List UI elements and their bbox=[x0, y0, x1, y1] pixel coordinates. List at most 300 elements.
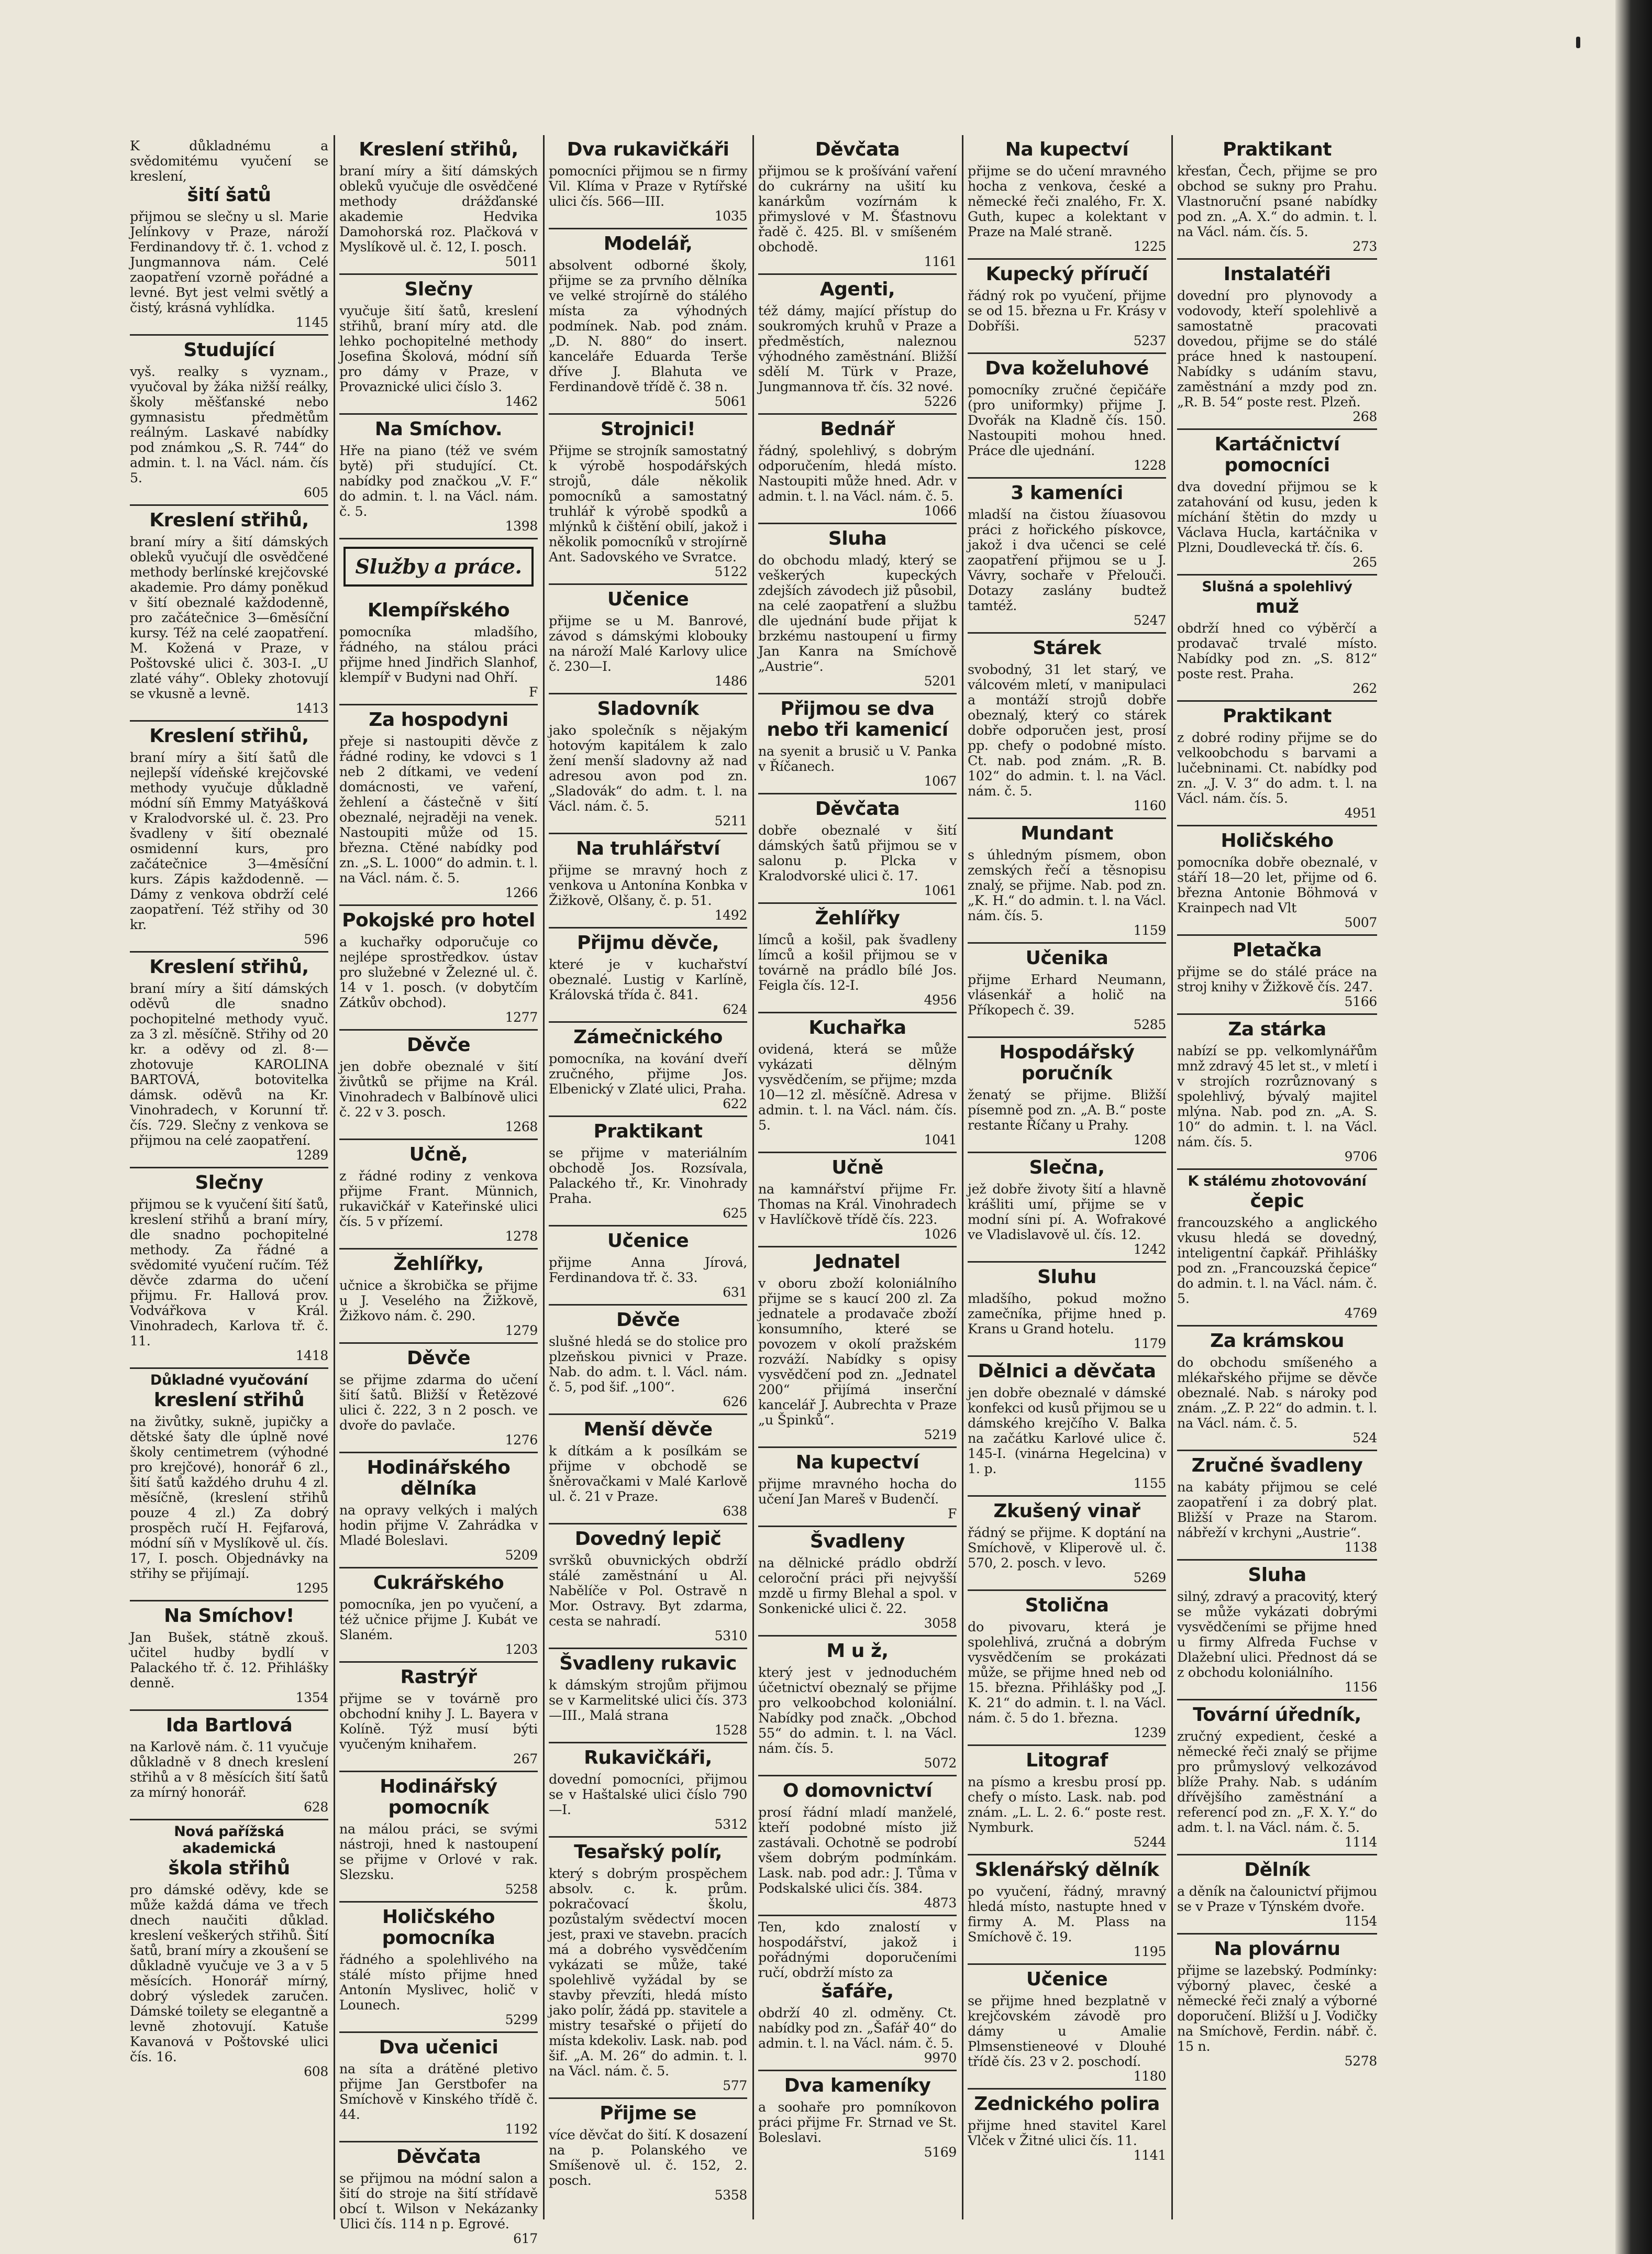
ad-heading: Děvčata bbox=[815, 139, 900, 160]
ad-heading: Pletačka bbox=[1232, 940, 1322, 961]
classified-ad bbox=[549, 1023, 747, 1117]
ad-number: 1026 bbox=[924, 1227, 957, 1242]
classified-ad bbox=[758, 1448, 957, 1527]
classified-ad bbox=[339, 2033, 538, 2142]
ad-text: a soohaře pro pomníkovon práci přijme Fr. Strnad ve St. Boleslavi. bbox=[758, 2099, 957, 2145]
ad-heading: Na truhlářství bbox=[575, 838, 720, 859]
ad-text: dovední pomocníci, přijmou se v Haštalské ulici číslo 790—I. bbox=[549, 1771, 747, 1817]
classified-ad bbox=[968, 1746, 1166, 1855]
ad-heading: Děvčata bbox=[815, 798, 900, 820]
ad-text: braní míry a šití šatů dle nejlepší vídeňské krejčovské methody vyučuje důkladně módní síň Emmy Matyášková v Kralodvorské ul. č. 23. Pro švadleny v šití obeznalé osmidenní kurs, pro začátečnice 3—4měsíční kurs. Zápis každodenně. — Dámy z venkova obdrží celé zaopatření. Též střihy od 30 kr. bbox=[130, 749, 328, 932]
ad-heading: muž bbox=[1255, 596, 1299, 617]
ad-text: na Karlově nám. č. 11 vyučuje důkladně v 8 dnech kreslení střihů a v 8 měsících šití šatů za mírný honorář. bbox=[130, 1739, 328, 1800]
ad-number: 1061 bbox=[924, 883, 957, 898]
classified-ad bbox=[1177, 702, 1377, 826]
ad-text: na kamnářství přijme Fr. Thomas na Král. Vinohradech v Havlíčkově třídě čís. 223. bbox=[758, 1181, 957, 1227]
ad-heading: Švadleny bbox=[810, 1531, 905, 1552]
ad-number: 625 bbox=[723, 1206, 747, 1221]
ad-number: F bbox=[528, 684, 538, 700]
ad-heading: Na Smíchov! bbox=[164, 1605, 294, 1627]
classified-ad bbox=[758, 694, 957, 794]
ad-heading: Strojnici! bbox=[600, 418, 696, 440]
ad-number: 5299 bbox=[505, 2012, 538, 2027]
ad-text: svobodný, 31 let starý, ve válcovém mletí, v manipulaci a montáží strojů dobře obeznalý, který co stárek dobře odporučen jest, prosí pp. chefy o podobné místo. Ct. nab. pod znám. „R. B. 102“ do admin. t. l. na Václ. nám. č. 5. bbox=[968, 661, 1166, 799]
ad-number: 1276 bbox=[505, 1432, 538, 1448]
ad-number: 1208 bbox=[1133, 1132, 1166, 1147]
ad-text: svršků obuvnických obdrží stálé zaměstnání u Al. Nabělíče v Pol. Ostravě n Mor. Ostravy. Byt zdarma, cesta se nahradí. bbox=[549, 1552, 747, 1629]
ad-text: s úhledným písmem, obon zemských řečí a těsnopisu znalý, se přijme. Nab. pod zn. „K. H.“ do admin. t. l. na Václ. nám. čís. 5. bbox=[968, 847, 1166, 923]
ad-text: na opravy velkých i malých hodin přijme V. Zahrádka v Mladé Boleslavi. bbox=[339, 1502, 538, 1548]
ad-heading: Praktikant bbox=[593, 1121, 703, 1142]
ad-number: 1159 bbox=[1133, 923, 1166, 938]
classified-ad bbox=[339, 1344, 538, 1453]
classified-ad bbox=[968, 260, 1166, 354]
classified-ad bbox=[339, 1031, 538, 1140]
classified-ad bbox=[758, 1776, 957, 1916]
ad-text: silný, zdravý a pracovitý, který se může vykázati dobrými vysvědčeními se přijme hned u firmy Alfreda Fuchse v Dlažební ulici. Přednost dá se z obchodu koloniálního. bbox=[1177, 1588, 1377, 1680]
ad-number: 5122 bbox=[714, 564, 747, 579]
ad-heading: Menší děvče bbox=[583, 1419, 713, 1440]
ad-subheading: Slušná a spolehlivý bbox=[1202, 579, 1352, 595]
ad-heading: Mundant bbox=[1021, 823, 1113, 844]
ad-heading: Děvčata bbox=[396, 2146, 481, 2168]
ad-heading: Tesařský polír, bbox=[574, 1841, 722, 1863]
ad-number: 5219 bbox=[924, 1427, 957, 1442]
ad-heading: Učenice bbox=[607, 1230, 689, 1252]
classified-ad bbox=[130, 1820, 328, 2083]
ad-heading: Zámečnického bbox=[573, 1026, 723, 1048]
classified-ad bbox=[1177, 1935, 1377, 2073]
ad-number: 262 bbox=[1352, 681, 1377, 696]
ad-number: 5166 bbox=[1344, 994, 1377, 1009]
ad-number: 628 bbox=[304, 1799, 328, 1815]
classified-ad bbox=[130, 336, 328, 506]
ad-heading: Sluha bbox=[828, 528, 887, 549]
classified-ad bbox=[758, 415, 957, 524]
classified-ad bbox=[758, 1637, 957, 1776]
classified-ad bbox=[130, 506, 328, 722]
ad-text: K důkladnému a svědomitému vyučení se kreslení, bbox=[130, 138, 328, 184]
ad-text: ovidená, která se může vykázati dělným vysvědčením, se přijme; mzda 10—12 zl. měsíčně. Adresa v admin. t. l. na Václ. nám. čís. 5. bbox=[758, 1041, 957, 1133]
ad-heading: Hodinářský pomocník bbox=[380, 1776, 497, 1818]
classified-ad bbox=[1177, 1855, 1377, 1935]
section-title: Služby a práce. bbox=[343, 547, 534, 587]
ad-heading: Přijmou se dva nebo tři kamenicí bbox=[767, 698, 948, 741]
ad-number: 273 bbox=[1352, 239, 1377, 254]
ad-number: 1268 bbox=[505, 1119, 538, 1134]
classified-ad bbox=[549, 1415, 747, 1524]
ad-text: pro dámské oděvy, kde se může každá dáma ve třech dnech naučiti důklad. kreslení veškerých střihů. Šití šatů, braní míry a zkoušení se důkladně vyučuje ve 3 a v 5 měsících. Honorář mírný, dobrý výsledek zaručen. Dámské toilety se elegantně a levně zhotovují. Katuše Kavanová v Poštovské ulici čís. 16. bbox=[130, 1882, 328, 2064]
ad-heading: Učně, bbox=[409, 1144, 468, 1165]
ad-number: 638 bbox=[723, 1504, 747, 1519]
ad-heading: Kartáčnictví pomocníci bbox=[1214, 434, 1340, 476]
ad-number: 1066 bbox=[924, 503, 957, 518]
classified-ad bbox=[549, 415, 747, 585]
ad-heading: Děvče bbox=[406, 1034, 471, 1056]
ad-number: 626 bbox=[723, 1394, 747, 1409]
classified-ad bbox=[1177, 430, 1377, 576]
ad-text: přijme se v továrně pro obchodní knihy J. L. Bayera v Kolíně. Týž musí býti vyučeným knihařem. bbox=[339, 1690, 538, 1752]
ad-heading: Za stárka bbox=[1228, 1019, 1326, 1040]
ad-number: 5358 bbox=[714, 2187, 747, 2203]
ad-text: přijme se do stálé práce na stroj knihy v Žižkově čís. 247. bbox=[1177, 964, 1377, 995]
ad-text: mladší na čistou žíuasovou práci z hořického pískovce, jakož i dva učenci se celé zaopatření přijmou se u J. Vávry, sochaře v Přelouči. Dotazy zaslány budtež tamtéž. bbox=[968, 506, 1166, 613]
ad-number: 605 bbox=[304, 485, 328, 500]
classified-ad bbox=[339, 596, 538, 705]
ad-text: pomocníci přijmou se n firmy Vil. Klíma v Praze v Rytířské ulici čís. 566—III. bbox=[549, 163, 747, 209]
ad-text: přijme se do učení mravného hocha z venkova, české a německé řeči znalého, Fr. X. Guth, kupec a kolektant v Praze na Malé straně. bbox=[968, 163, 1166, 239]
ad-number: 1418 bbox=[295, 1348, 328, 1363]
ad-text: zručný expedient, české a německé řeči znalý se přijme pro průmyslový velkozávod blíže Prahy. Nab. s udáním dřívějšího zaměstnání a referencí pod zn. „F. X. Y.“ do adm. t. l. na Václ. nám. č. 5. bbox=[1177, 1728, 1377, 1835]
classified-ad bbox=[968, 2090, 1166, 2167]
classified-ad bbox=[549, 1743, 747, 1838]
classified-ad bbox=[339, 1663, 538, 1772]
ad-heading: Kupecký příručí bbox=[985, 263, 1148, 285]
ad-text: na síta a drátěné pletivo přijme Jan Gerstbofer na Smíchově v Kinského třídě č. 44. bbox=[339, 2061, 538, 2122]
ad-text: křesťan, Čech, přijme se pro obchod se sukny pro Prahu. Vlastnoruční psané nabídky pod zn. „A. X.“ do admin. t. l. na Václ. nám. čís. 5. bbox=[1177, 163, 1377, 239]
classified-ad bbox=[130, 953, 328, 1168]
ad-text: Přijme se strojník samostatný k výrobě hospodářských strojů, dále několik pomocníků a samostatný truhlář k výrobě spodků a mlýnků k čištění obilí, jakož i několik pomocníků v strojírně Ant. Sadovského ve Svratce. bbox=[549, 443, 747, 565]
ad-heading: Kreslení střihů, bbox=[149, 510, 309, 531]
classified-ad bbox=[339, 1140, 538, 1250]
ad-heading: Zednického polira bbox=[974, 2093, 1160, 2115]
ad-heading: Za hospodyni bbox=[369, 709, 508, 731]
ad-subheading: Důkladné vyučování bbox=[150, 1372, 308, 1388]
ad-heading: čepic bbox=[1250, 1190, 1304, 1212]
ad-number: 5007 bbox=[1344, 915, 1377, 930]
ad-text: pomocníka dobře obeznalé, v stáří 18—20 let, přijme od 6. března Antonie Böhmová v Krainpech nad Vlt bbox=[1177, 854, 1377, 915]
ad-heading: 3 kameníci bbox=[1011, 482, 1123, 504]
classified-ad bbox=[758, 2071, 957, 2164]
ad-text: dobře obeznalé v šití dámských šatů přijmou se v salonu p. Plcka v Kralodvorské ulici č. 17. bbox=[758, 822, 957, 883]
ad-number: 1266 bbox=[505, 885, 538, 900]
ad-text: přijme Anna Jírová, Ferdinandova tř. č. 33. bbox=[549, 1254, 747, 1285]
ad-heading: Pokojské pro hotel bbox=[342, 910, 535, 931]
ad-column bbox=[126, 135, 335, 2219]
classified-ad bbox=[339, 275, 538, 415]
ad-number: 1462 bbox=[505, 394, 538, 409]
ad-heading: Dělník bbox=[1244, 1859, 1310, 1881]
ad-heading: Zkušený vinař bbox=[993, 1500, 1140, 1522]
ad-text: límců a košil, pak švadleny límců a košil přijmou se v továrně na prádlo bílé Jos. Feigla čís. 12-I. bbox=[758, 932, 957, 993]
ad-heading: Agenti, bbox=[819, 279, 895, 300]
ad-number: 1492 bbox=[714, 908, 747, 923]
ad-column bbox=[963, 135, 1173, 2219]
classified-ad bbox=[758, 524, 957, 694]
ad-text: na syenit a brusič u V. Panka v Říčanech. bbox=[758, 743, 957, 774]
ad-heading: Tovární úředník, bbox=[1193, 1704, 1361, 1726]
ad-text: jako společník s nějakým hotovým kapitálem k zalo žení menší sladovny až nad adresou avon pod zn. „Sladovák“ do adm. t. l. na Václ. nám. č. 5. bbox=[549, 722, 747, 814]
ad-number: 1145 bbox=[295, 315, 328, 330]
ad-number: 5011 bbox=[505, 254, 538, 269]
classified-ad bbox=[968, 1497, 1166, 1591]
ad-number: 1239 bbox=[1133, 1725, 1166, 1740]
ad-text: k dámským strojům přijmou se v Karmelitské ulici čís. 373—III., Malá strana bbox=[549, 1677, 747, 1723]
ad-heading: Jednatel bbox=[814, 1251, 901, 1273]
classified-ad bbox=[968, 354, 1166, 479]
ad-heading: kreslení střihů bbox=[153, 1389, 305, 1411]
ad-number: 1398 bbox=[505, 518, 538, 534]
ad-heading: Holičského pomocníka bbox=[382, 1906, 495, 1949]
classified-ad bbox=[968, 1357, 1166, 1497]
classified-ad bbox=[130, 1369, 328, 1601]
ad-text: přijme Erhard Neumann, vlásenkář a holič na Příkopech č. 39. bbox=[968, 971, 1166, 1018]
ad-heading: Dva rukavičkáři bbox=[567, 139, 729, 160]
ad-number: 4769 bbox=[1344, 1306, 1377, 1321]
ad-text: se přijme v materiálním obchodě Jos. Rozsívala, Palackého tř., Kr. Vinohrady Praha. bbox=[549, 1145, 747, 1206]
classified-ad bbox=[1177, 576, 1377, 702]
ad-number: 9706 bbox=[1344, 1149, 1377, 1164]
classified-ad bbox=[968, 1965, 1166, 2090]
classified-ad bbox=[339, 415, 538, 539]
ad-text: absolvent odborné školy, přijme se za prvního dělníka ve velké strojírně do stálého místa za výhodných podmínek. Nab. pod znám. „D. N. 880“ do insert. kanceláře Eduarda Terše dříve J. Blahuta ve Ferdinandově třídě č. 38 n. bbox=[549, 257, 747, 394]
ad-number: 1278 bbox=[505, 1229, 538, 1244]
ad-text: přijme mravného hocha do učení Jan Mareš v Budenčí. bbox=[758, 1476, 957, 1507]
ad-text: a kuchařky odporučuje co nejlépe sprostředkov. ústav pro služebné v Železné ul. č. 14 v 1. posch. (v dobytčím Zátkův obchod). bbox=[339, 934, 538, 1010]
classified-ad bbox=[968, 944, 1166, 1038]
classified-ad bbox=[339, 1903, 538, 2033]
classified-ad bbox=[549, 1117, 747, 1227]
ad-text: francouzského a anglického vkusu hledá se dovedný, inteligentní čapkář. Přihlášky pod zn. „Francouzská čepice“ do admin. t. l. na Václ. nám. č. 5. bbox=[1177, 1214, 1377, 1306]
ad-heading: Slečna, bbox=[1029, 1157, 1105, 1178]
ad-heading: Děvče bbox=[616, 1309, 680, 1331]
ad-text: dovední pro plynovody a vodovody, kteří spolehlivě a samostatně pracovati dovedou, přijme se do stálé práce hned k nastoupení. Nabídky s udáním stavu, zaměstnání a mzdy pod zn. „R. B. 54“ poste rest. Plzeň. bbox=[1177, 288, 1377, 410]
ad-heading: Sladovník bbox=[597, 698, 699, 720]
ad-text: přeje si nastoupiti děvče z řádné rodiny, ke vdovci s 1 neb 2 dítkami, ve vedení domácnosti, ve vaření, žehlení a částečně v šití obeznalé, nejraději na venek. Nastoupiti může od 15. března. Ctěné nabídky pod zn. „S. L. 1000“ do admin. t. l. na Václ. nám. č. 5. bbox=[339, 733, 538, 886]
classified-ad bbox=[1177, 1700, 1377, 1855]
ad-text: na písmo a kresbu prosí pp. chefy o místo. Lask. nab. pod znám. „L. L. 2. 6.“ poste rest. Nymburk. bbox=[968, 1774, 1166, 1835]
ad-text: Jan Bušek, státně zkouš. učitel hudby bydlí v Palackého tř. č. 12. Přihlášky denně. bbox=[130, 1629, 328, 1690]
classified-ad bbox=[130, 722, 328, 953]
ad-number: 4951 bbox=[1344, 805, 1377, 821]
ad-text: k dítkám a k posílkám se přijme v obchodě se šněrovačkami v Malé Karlově ul. č. 21 v Praze. bbox=[549, 1443, 747, 1504]
ad-heading: škola střihů bbox=[168, 1858, 290, 1879]
ad-text: mladšího, pokud možno zamečníka, přijme hned p. Krans u Grand hotelu. bbox=[968, 1290, 1166, 1336]
classified-ad bbox=[1177, 1451, 1377, 1561]
ad-number: 1154 bbox=[1344, 1914, 1377, 1929]
ad-heading: O domovnictví bbox=[782, 1780, 933, 1802]
ad-heading: Přijme se bbox=[600, 2103, 696, 2124]
classified-ad bbox=[1177, 1327, 1377, 1451]
ad-heading: Dělnici a děvčata bbox=[978, 1361, 1156, 1382]
ad-number: 631 bbox=[723, 1285, 747, 1300]
ad-text: na dělnické prádlo obdrží celoroční práci při nejvyšší mzdě u firmy Blehal a spol. v Sonkenické ulici č. 22. bbox=[758, 1555, 957, 1616]
ad-number: 1195 bbox=[1133, 1944, 1166, 1959]
classified-ad bbox=[1177, 1015, 1377, 1170]
ad-text: do pivovaru, která je spolehlivá, zručná a dobrým vysvědčením se prokázati může, se přijme hned neb od 15. března. Přihlášky pod „J. K. 21“ do admin. t. l. na Václ. nám. č. 5 do 1. března. bbox=[968, 1619, 1166, 1726]
classified-ad bbox=[1177, 135, 1377, 260]
classified-ad bbox=[339, 705, 538, 906]
classified-ad bbox=[758, 275, 957, 415]
ad-number: 1180 bbox=[1133, 2069, 1166, 2084]
ad-text: braní míry a šití dámských obleků vyučuje dle osvědčené methody drážďanské akademie Hedvika Damohorská roz. Plačková v Myslíkově ul. č. 12, I. posch. bbox=[339, 163, 538, 255]
ad-number: 4956 bbox=[924, 992, 957, 1008]
ad-number: 5211 bbox=[714, 813, 747, 828]
ad-heading: Praktikant bbox=[1223, 705, 1332, 727]
classified-ad bbox=[549, 1306, 747, 1415]
ad-number: 1528 bbox=[714, 1722, 747, 1738]
ad-number: 5072 bbox=[924, 1755, 957, 1771]
ad-number: 1413 bbox=[295, 701, 328, 716]
ad-number: 1192 bbox=[505, 2122, 538, 2137]
ad-heading: Bednář bbox=[820, 418, 895, 440]
classified-ad bbox=[758, 135, 957, 275]
classified-ad bbox=[968, 819, 1166, 944]
ad-heading: Kreslení střihů, bbox=[149, 956, 309, 978]
ad-text: učnice a škrobička se přijme u J. Veselého na Žižkově, Žižkovo nám. č. 290. bbox=[339, 1277, 538, 1323]
ad-number: 1486 bbox=[714, 673, 747, 689]
ad-number: 1138 bbox=[1344, 1540, 1377, 1555]
classified-ad bbox=[758, 1527, 957, 1637]
ad-heading: Hospodářský poručník bbox=[999, 1042, 1135, 1084]
classified-ad bbox=[549, 1838, 747, 2099]
ad-text: prosí řádní mladí manželé, kteří podobné místo již zastávali. Ochotně se podrobí všem dobrým podmínkám. Lask. nab. pod adr.: J. Tůma v Podskalské ulici čís. 384. bbox=[758, 1804, 957, 1896]
ad-heading: Kreslení střihů, bbox=[149, 725, 309, 747]
ad-subheading: Nová pařížská akademická bbox=[174, 1824, 284, 1857]
ad-number: 4873 bbox=[924, 1895, 957, 1910]
ad-heading: Dva kameníky bbox=[784, 2075, 931, 2096]
ad-text: řádný se přijme. K doptání na Smíchově, v Kliperově ul. č. 570, 2. posch. v levo. bbox=[968, 1524, 1166, 1571]
ad-number: 5310 bbox=[714, 1628, 747, 1643]
classified-ad bbox=[758, 904, 957, 1013]
classified-ad bbox=[549, 585, 747, 694]
classified-ad bbox=[968, 479, 1166, 634]
ad-number: 1155 bbox=[1133, 1476, 1166, 1491]
ad-number: 1156 bbox=[1344, 1680, 1377, 1695]
classified-ad bbox=[339, 906, 538, 1031]
ad-number: 622 bbox=[723, 1096, 747, 1111]
ad-text: který s dobrým prospěchem absolv. c. k. prům. pokračovací školu, pozůstalým svědectví mocen jest, praxi ve stavebn. pracích má a dobrého vysvědčením vykázati se může, také spolehlivě vyžádal by se stavby převzíti, hledá místo jako polír, žádá pp. stavitele a mistry tesařské o přijetí do místa kdekoliv. Lask. nab. pod šif. „A. M. 26“ do admin. t. l. na Václ. nám. č. 5. bbox=[549, 1865, 747, 2079]
ad-heading: Slečny bbox=[195, 1172, 263, 1194]
ad-number: 1035 bbox=[714, 208, 747, 224]
ad-text: braní míry a šití dámských obleků vyučují dle osvědčené methody berlínské krejčovské akademie. Pro dámy poněkud v šití obeznalé každodenně, pro začátečnice 3—6měsíční kursy. Též na celé zaopatření. M. Kožená v Praze, v Poštovské ulici č. 303-I. „U zlaté váhy“. Obleky zhotovují se vkusně a levně. bbox=[130, 534, 328, 701]
ad-number: 267 bbox=[513, 1751, 538, 1766]
classified-ad bbox=[968, 634, 1166, 819]
ad-text: jen dobře obeznalé v šití živůtků se přijme na Král. Vinohradech v Balbínově ulici č. 22 v 3. posch. bbox=[339, 1058, 538, 1120]
ad-text: braní míry a šití dámských oděvů dle snadno pochopitelné methody vyuč. za 3 zl. měsíčně. Střihy od 20 kr. a oděvy od zl. 8·— zhotovuje KAROLINA BARTOVÁ, botovitelka dámsk. oděvů na Kr. Vinohradech, v Korunní tř. čís. 729. Slečny z venkova se přijmou na celé zaopatření. bbox=[130, 980, 328, 1148]
ad-number: 1277 bbox=[505, 1010, 538, 1025]
ad-heading: Holičského bbox=[1221, 830, 1334, 852]
classified-ad bbox=[968, 1855, 1166, 1965]
ad-text: z dobré rodiny přijme se do velkoobchodu s barvami a lučebninami. Ct. nabídky pod zn. „J. V. 3“ do adm. t. l. na Václ. nám. čís. 5. bbox=[1177, 730, 1377, 806]
ad-heading: Dva koželuhové bbox=[985, 358, 1149, 379]
ad-heading: Kreslení střihů, bbox=[359, 139, 518, 160]
classified-ad bbox=[339, 135, 538, 275]
ad-heading: Litograf bbox=[1026, 1750, 1108, 1771]
classified-ad bbox=[549, 1524, 747, 1649]
ad-heading: Učenice bbox=[607, 589, 689, 610]
ad-text: se přijme hned bezplatně v krejčovském závodě pro dámy u Amalie Plmsenstieneové v Dlouhé třídě čís. 23 v 2. poschodí. bbox=[968, 1993, 1166, 2069]
ad-number: 617 bbox=[513, 2231, 538, 2246]
ad-text: přijme se mravný hoch z venkova u Antonína Konbka v Žižkově, Olšany, č. p. 51. bbox=[549, 862, 747, 908]
ad-number: 1203 bbox=[505, 1642, 538, 1657]
ad-text: který jest v jednoduchém účetnictví obeznalý se přijme pro velkoobchod koloniální. Nabídky pod značk. „Obchod 55“ do admin. t. l. na Václ. nám. čís. 5. bbox=[758, 1664, 957, 1756]
classified-ad bbox=[130, 1711, 328, 1820]
ad-text: do obchodu mladý, který se veškerých kupeckých zdejších závodech již působil, na celé zaopatření a službu dle ujednání bude přijat k brzkému nastoupení u firmy Jan Kanra na Smíchově „Austrie“. bbox=[758, 552, 957, 674]
ad-column bbox=[754, 135, 963, 2219]
classified-ad bbox=[549, 1227, 747, 1306]
ad-heading: Stárek bbox=[1033, 637, 1101, 659]
ad-text: obdrží hned co výběrčí a prodavač trvalé místo. Nabídky pod zn. „S. 812“ poste rest. Praha. bbox=[1177, 620, 1377, 681]
ad-text: na kabáty přijmou se celé zaopatření i za dobrý plat. Bližší v Praze na Starom. nábřeží v krchyni „Austrie“. bbox=[1177, 1479, 1377, 1540]
ad-text: v oboru zboží koloniálního přijme se s kaucí 200 zl. Za jednatele a prodavače zboží konsumního, které se povozem v okolí pražském rozváží. Nabídky s opisy vysvědčení pod zn. „Jednatel 200“ přijímá inserční kancelář J. Aubrechta v Praze „u Špinků“. bbox=[758, 1275, 957, 1428]
ad-column bbox=[1173, 135, 1382, 2219]
ad-text: do obchodu smíšeného a mlékařského přijme se děvče obeznalé. Nab. s nároky pod znám. „Z. P. 22“ do admin. t. l. na Václ. nám. č. 5. bbox=[1177, 1354, 1377, 1431]
ad-heading: M u ž, bbox=[826, 1640, 889, 1662]
classified-ad bbox=[1177, 1170, 1377, 1327]
ad-number: 5169 bbox=[924, 2145, 957, 2160]
ad-heading: Žehlířky bbox=[815, 908, 900, 929]
ad-number: 1354 bbox=[295, 1690, 328, 1705]
ad-text: vyš. realky s vyznam., vyučoval by žáka nižší reálky, školy měšťanské nebo gymnasistu předmětům reálným. Laskavé nabídky pod známkou „S. R. 744“ do admin. t. l. na Václ. nám. čís 5. bbox=[130, 363, 328, 485]
ad-number: 5209 bbox=[505, 1548, 538, 1563]
ad-text: řádný rok po vyučení, přijme se od 15. března u Fr. Krásy v Dobříši. bbox=[968, 288, 1166, 334]
ad-number: 5285 bbox=[1133, 1017, 1166, 1032]
ad-heading: Rastrýř bbox=[400, 1666, 477, 1688]
ad-number: 1114 bbox=[1344, 1835, 1377, 1850]
classified-ad bbox=[758, 1153, 957, 1247]
ad-heading: Sklenářský dělník bbox=[974, 1859, 1159, 1881]
ad-text: a děník na čalounictví přijmou se v Praze v Týnském dvoře. bbox=[1177, 1883, 1377, 1914]
ad-number: 5269 bbox=[1133, 1570, 1166, 1585]
ad-text: ženatý se přijme. Bližší písemně pod zn. „A. B.“ poste restante Říčany u Prahy. bbox=[968, 1087, 1166, 1133]
ad-heading: Kuchařka bbox=[808, 1017, 906, 1038]
ad-heading: šafáře, bbox=[821, 1981, 894, 2002]
ad-heading: Na kupectví bbox=[795, 1452, 919, 1473]
classified-ad bbox=[549, 834, 747, 929]
ad-heading: Žehlířky, bbox=[393, 1253, 484, 1275]
ad-heading: Učenika bbox=[1025, 947, 1108, 969]
ad-heading: Přijmu děvče, bbox=[576, 932, 719, 954]
ad-heading: šití šatů bbox=[187, 184, 271, 206]
ad-subheading: K stálému zhotovování bbox=[1188, 1173, 1367, 1189]
classified-ad bbox=[339, 2142, 538, 2250]
ad-heading: Na kupectví bbox=[1005, 139, 1129, 160]
classified-ad bbox=[968, 1153, 1166, 1263]
ad-number: 1161 bbox=[924, 254, 957, 269]
ad-number: 265 bbox=[1352, 555, 1377, 570]
ad-heading: Hodinářského dělníka bbox=[367, 1457, 511, 1499]
ad-text: nabízí se pp. velkomlynářům mnž zdravý 45 let st., v mletí i v strojích rozrůznovaný s spolehlivý, bývalý majitel mlýna. Nab. pod zn. „A. S. 10“ do admin. t. l. na Václ. nám. čís. 5. bbox=[1177, 1043, 1377, 1150]
ad-heading: Stolična bbox=[1025, 1595, 1109, 1616]
ad-heading: Učně bbox=[831, 1157, 883, 1178]
scan-edge bbox=[1615, 0, 1652, 2254]
ad-text: obdrží 40 zl. odměny. Ct. nabídky pod zn. „Šafář 40“ do admin. t. l. na Václ. nám. č. 5. bbox=[758, 2005, 957, 2051]
ad-text: se přijmou na módní salon a šití do stroje na šití střídavě obcí t. Wilson v Nekázanky Ulici čís. 114 n p. Egrové. bbox=[339, 2170, 538, 2231]
classified-ad bbox=[339, 1453, 538, 1568]
ad-heading: Děvče bbox=[406, 1347, 471, 1369]
ad-heading: Praktikant bbox=[1223, 139, 1332, 160]
ad-number: 608 bbox=[304, 2064, 328, 2079]
classified-ad bbox=[130, 1168, 328, 1369]
scan-spot bbox=[1576, 37, 1580, 48]
classified-ad bbox=[968, 135, 1166, 260]
ad-number: 9970 bbox=[924, 2050, 957, 2065]
ad-text: z řádné rodiny z venkova přijme Frant. Münnich, rukavičkář v Kateřinské ulici čís. 5 v přízemí. bbox=[339, 1168, 538, 1229]
ad-number: 1179 bbox=[1133, 1336, 1166, 1351]
ad-number: 577 bbox=[723, 2078, 747, 2093]
ad-number: 1242 bbox=[1133, 1242, 1166, 1257]
ad-text: pomocníky zručné čepičáře (pro uniformky) přijme J. Dvořák na Kladně čís. 150. Nastoupiti mohou hned. Práce dle ujednání. bbox=[968, 382, 1166, 458]
ad-text: jež dobře životy šití a hlavně krášliti umí, přijme se v modní síni pí. A. Wofrakové ve Vladislavově ul. čís. 12. bbox=[968, 1181, 1166, 1242]
ad-text: pomocníka, na kování dveří zručného, přijme Jos. Elbenický v Zlaté ulici, Praha. bbox=[549, 1051, 747, 1097]
ad-number: 1289 bbox=[295, 1147, 328, 1163]
ad-heading: Učenice bbox=[1026, 1969, 1108, 1990]
ad-number: 5247 bbox=[1133, 613, 1166, 628]
classified-ad bbox=[758, 1916, 957, 2071]
ad-heading: Sluha bbox=[1248, 1564, 1306, 1586]
ad-text: vyučuje šití šatů, kreslení střihů, braní míry atd. dle lehko pochopitelné methody Josefina Školová, módní síň pro dámy v Praze, v Provaznické ulici číslo 3. bbox=[339, 303, 538, 394]
